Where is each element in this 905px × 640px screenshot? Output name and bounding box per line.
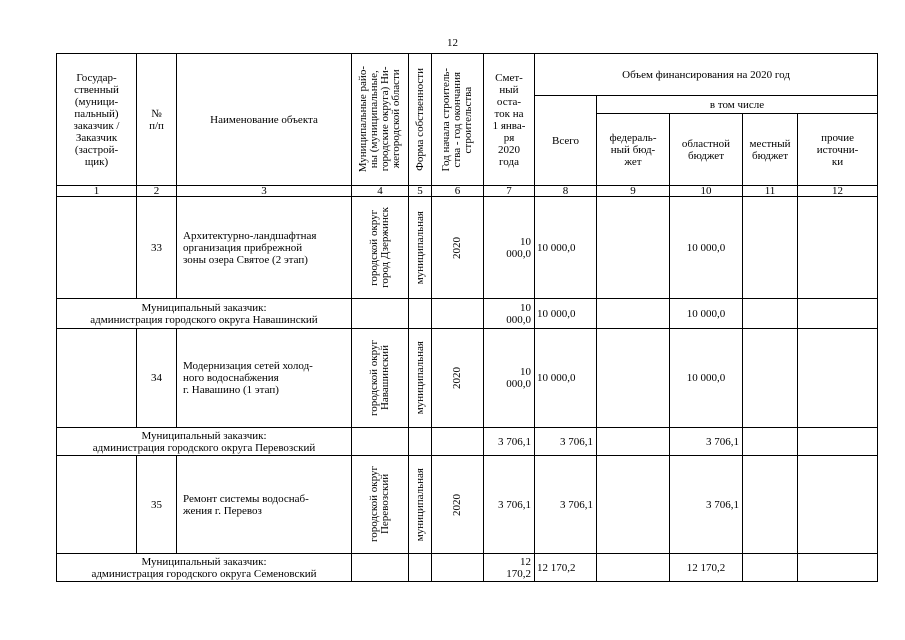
col-number: 9 bbox=[597, 186, 670, 197]
header-num: № п/п bbox=[137, 54, 177, 186]
header-financing: Объем финансирования на 2020 год bbox=[535, 54, 878, 96]
total-value: 10 000,0 bbox=[535, 329, 597, 428]
row-num: 33 bbox=[137, 197, 177, 299]
col-number: 2 bbox=[137, 186, 177, 197]
header-regional: областной бюджет bbox=[670, 114, 743, 186]
estimate-value: 10 000,0 bbox=[484, 299, 535, 329]
estimate-value: 3 706,1 bbox=[484, 456, 535, 554]
area-cell bbox=[352, 329, 409, 428]
ownership-text: муниципальная bbox=[413, 467, 426, 542]
customer-row bbox=[57, 428, 878, 456]
federal-value bbox=[597, 197, 670, 299]
total-value: 3 706,1 bbox=[535, 456, 597, 554]
row-num: 34 bbox=[137, 329, 177, 428]
header-including: в том числе bbox=[597, 96, 878, 114]
customer-label: Муниципальный заказчик: администрация городского округа Перевозский bbox=[57, 428, 352, 456]
total-value: 12 170,2 bbox=[535, 554, 597, 582]
area-text: городской округ Перевозский bbox=[368, 466, 391, 543]
header-other: прочие источни- ки bbox=[798, 114, 878, 186]
table-row bbox=[57, 456, 878, 554]
object-name: Архитектурно-ландшафтная организация прибрежной зоны озера Святое (2 этап) bbox=[177, 197, 352, 299]
total-value: 3 706,1 bbox=[535, 428, 597, 456]
years-text: 2020 bbox=[451, 493, 463, 516]
object-name: Модернизация сетей холод- ного водоснабжения г. Навашино (1 этап) bbox=[177, 329, 352, 428]
col-number: 11 bbox=[743, 186, 798, 197]
header-federal: федераль- ный бюд- жет bbox=[597, 114, 670, 186]
col-number: 5 bbox=[409, 186, 432, 197]
customer-row bbox=[57, 299, 878, 329]
header-ownership-text: Форма собственности bbox=[413, 68, 426, 171]
regional-value: 12 170,2 bbox=[670, 554, 743, 582]
col-number: 8 bbox=[535, 186, 597, 197]
col-number: 4 bbox=[352, 186, 409, 197]
page-number: 12 bbox=[447, 37, 458, 49]
other-value bbox=[798, 329, 878, 428]
regional-value: 10 000,0 bbox=[670, 197, 743, 299]
col-number: 10 bbox=[670, 186, 743, 197]
header-years bbox=[432, 54, 484, 186]
local-value bbox=[743, 329, 798, 428]
object-name: Ремонт системы водоснаб- жения г. Перевоз bbox=[177, 456, 352, 554]
local-value bbox=[743, 197, 798, 299]
header-customer: Государ- ственный (муници- пальный) заказчик / Заказчик (застрой- щик) bbox=[57, 54, 137, 186]
customer-label: Муниципальный заказчик: администрация городского округа Навашинский bbox=[57, 299, 352, 329]
estimate-value: 10 000,0 bbox=[484, 329, 535, 428]
ownership-cell bbox=[409, 329, 432, 428]
total-value: 10 000,0 bbox=[535, 299, 597, 329]
area-text: городской округ город Дзержинск bbox=[368, 207, 391, 288]
federal-value bbox=[597, 456, 670, 554]
ownership-text: муниципальная bbox=[413, 210, 426, 285]
other-value bbox=[798, 456, 878, 554]
estimate-value: 3 706,1 bbox=[484, 428, 535, 456]
col-number: 12 bbox=[798, 186, 878, 197]
financing-table bbox=[56, 53, 878, 582]
area-cell bbox=[352, 456, 409, 554]
regional-value: 10 000,0 bbox=[670, 299, 743, 329]
row-num: 35 bbox=[137, 456, 177, 554]
table-row bbox=[57, 329, 878, 428]
header-years-text: Год начала строитель- ства - год окончания строительства bbox=[440, 67, 474, 172]
customer-cell bbox=[57, 456, 137, 554]
area-cell bbox=[352, 197, 409, 299]
customer-cell bbox=[57, 197, 137, 299]
regional-value: 10 000,0 bbox=[670, 329, 743, 428]
customer-label: Муниципальный заказчик: администрация городского округа Семеновский bbox=[57, 554, 352, 582]
ownership-cell bbox=[409, 197, 432, 299]
header-municipal-areas bbox=[352, 54, 409, 186]
ownership-text: муниципальная bbox=[413, 341, 426, 415]
col-number: 6 bbox=[432, 186, 484, 197]
header-object-name: Наименование объекта bbox=[177, 54, 352, 186]
regional-value: 3 706,1 bbox=[670, 428, 743, 456]
local-value bbox=[743, 456, 798, 554]
col-number: 3 bbox=[177, 186, 352, 197]
estimate-value: 10 000,0 bbox=[484, 197, 535, 299]
years-text: 2020 bbox=[451, 367, 463, 389]
customer-cell bbox=[57, 329, 137, 428]
regional-value: 3 706,1 bbox=[670, 456, 743, 554]
customer-row bbox=[57, 554, 878, 582]
years-cell bbox=[432, 197, 484, 299]
header-estimate: Смет- ный оста- ток на 1 янва- ря 2020 года bbox=[484, 54, 535, 186]
total-value: 10 000,0 bbox=[535, 197, 597, 299]
estimate-value: 12 170,2 bbox=[484, 554, 535, 582]
area-text: городской округ Навашинский bbox=[368, 339, 391, 417]
federal-value bbox=[597, 329, 670, 428]
header-municipal-areas-text: Муниципальные райо- ны (муниципальные, городские округа) Ни- жегородской области bbox=[357, 66, 402, 173]
col-number: 1 bbox=[57, 186, 137, 197]
ownership-cell bbox=[409, 456, 432, 554]
other-value bbox=[798, 197, 878, 299]
header-ownership bbox=[409, 54, 432, 186]
years-cell bbox=[432, 456, 484, 554]
header-total: Всего bbox=[535, 96, 597, 186]
years-text: 2020 bbox=[451, 236, 463, 259]
col-number: 7 bbox=[484, 186, 535, 197]
table-row bbox=[57, 197, 878, 299]
header-local: местный бюджет bbox=[743, 114, 798, 186]
years-cell bbox=[432, 329, 484, 428]
